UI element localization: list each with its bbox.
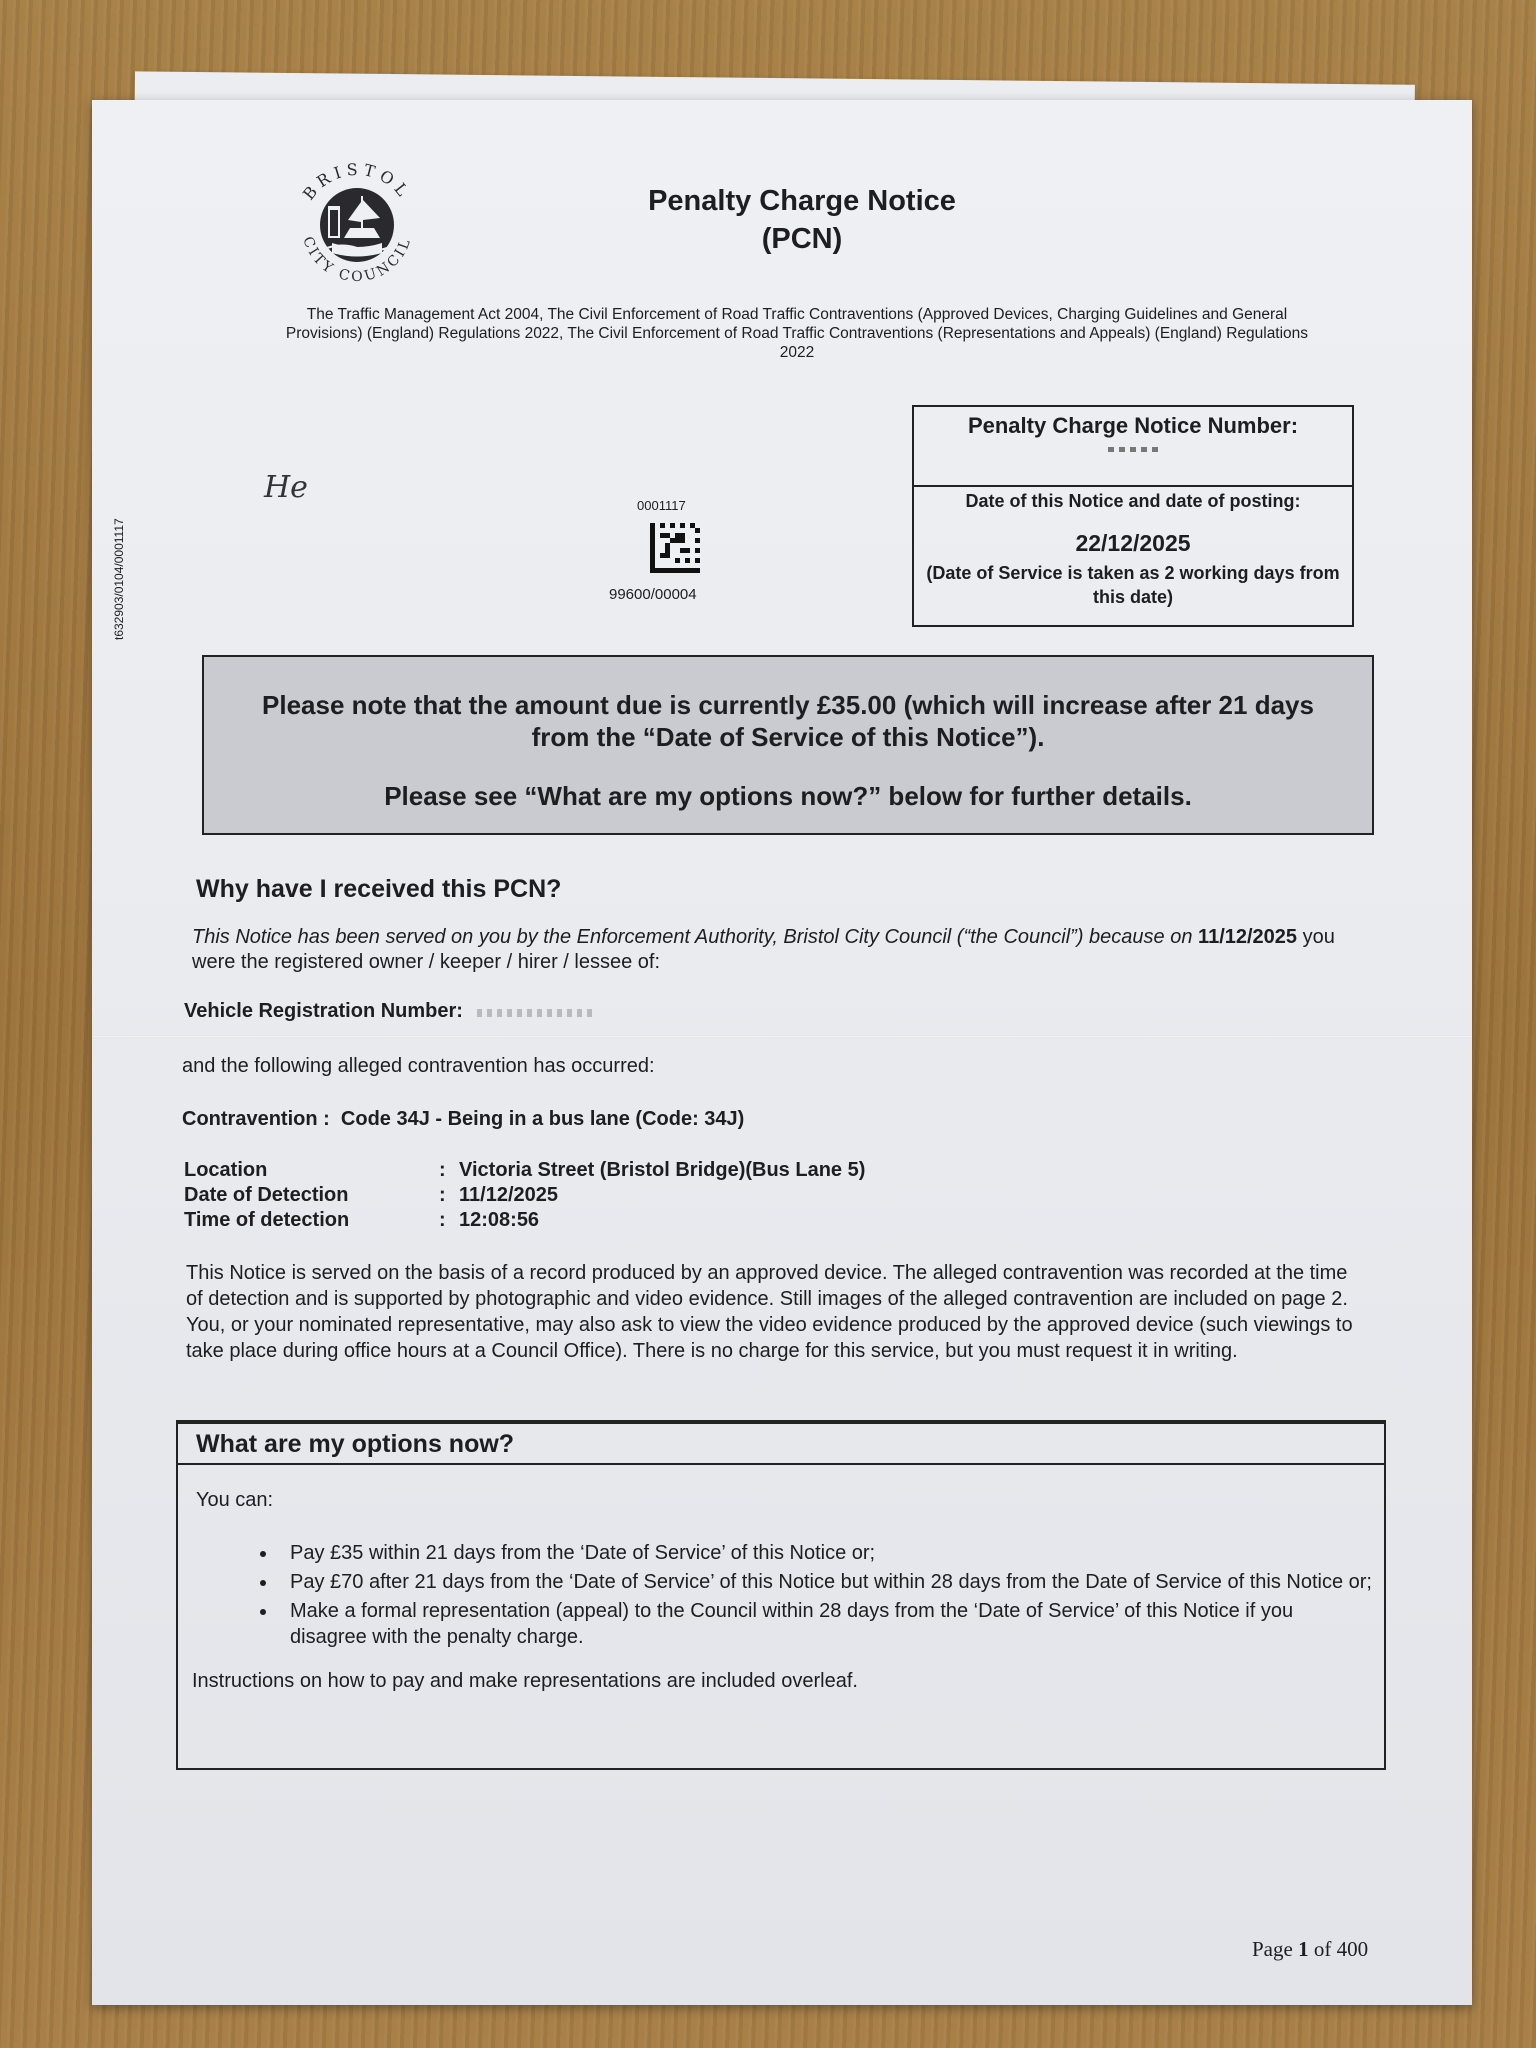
vehicle-registration — [184, 1000, 597, 1023]
contravention-value: Code 34J - Being in a bus lane (Code: 34J) — [340, 1108, 745, 1130]
served-tail: you were the registered owner / keeper / hirer / lessee of: — [192, 926, 1335, 973]
pcn-number-label: Penalty Charge Notice Number: — [967, 413, 1299, 438]
page-of: of — [1313, 1937, 1332, 1961]
see-options-text: Please see “What are my options now?” below for further details. — [384, 781, 1192, 811]
pcn-number-redacted — [1108, 447, 1158, 452]
page-current: 1 — [1298, 1937, 1309, 1961]
detail-value: 12:08:56 — [459, 1209, 540, 1231]
why-heading: Why have I received this PCN? — [196, 875, 562, 903]
detail-key: Time of detection — [184, 1209, 350, 1231]
options-divider — [178, 1463, 1384, 1465]
option-item: • Pay £70 after 21 days from the ‘Date of Service’ of this Notice but within 28 days from the Date of Service of this Notice or; — [278, 1569, 1374, 1595]
notice-date-label: Date of this Notice and date of posting: — [965, 491, 1301, 511]
option-item: • Make a formal representation (appeal) to the Council within 28 days from the ‘Date of Service’ of this Notice if you disagree with the penalty charge. — [278, 1598, 1374, 1650]
options-box — [176, 1420, 1386, 1770]
detail-row: Time of detection : 12:08:56 — [184, 1209, 540, 1231]
paper-fold — [92, 1035, 1472, 1038]
date-of-service-note: (Date of Service is taken as 2 working days from this date) — [926, 563, 1340, 607]
barcode-number-top: 0001117 — [637, 498, 686, 513]
served-date: 11/12/2025 — [1198, 926, 1298, 948]
pcn-document — [92, 100, 1472, 2005]
you-can-text: You can: — [196, 1489, 274, 1511]
record-paragraph: This Notice is served on the basis of a record produced by an approved device. The alleged contravention was recorded at the time of detection and is supported by photographic and video evidence. Still images of the alleged contravention are included on page 2. You, or your nominated representative, may also ask to view the video evidence produced by the approved device (such viewings to take place during office hours at a Council Office). There is no charge for this service, but you must request it in writing. — [186, 1262, 1353, 1362]
title-line-1: Penalty Charge Notice — [648, 185, 956, 217]
served-paragraph — [192, 925, 1382, 975]
contravention: Contravention : Code 34J - Being in a bus lane (Code: 34J) — [182, 1108, 745, 1130]
contravention-label: Contravention — [182, 1108, 318, 1130]
amount-due-notice — [202, 655, 1374, 835]
logo-text-bottom: CITY COUNCIL — [299, 234, 415, 286]
detection-details — [184, 1158, 865, 1233]
notice-date: 22/12/2025 — [1075, 530, 1191, 556]
notice-title — [552, 182, 1052, 258]
page-total: 400 — [1336, 1937, 1369, 1961]
datamatrix-barcode — [650, 523, 700, 573]
page-number — [1252, 1937, 1368, 1962]
following-text: and the following alleged contravention has occurred: — [182, 1055, 655, 1077]
detail-row: Location : Victoria Street (Bristol Bridge)(Bus Lane 5) — [184, 1159, 866, 1181]
barcode-number-bottom: 99600/00004 — [609, 586, 697, 603]
detail-key: Location — [184, 1159, 268, 1181]
logo-text-top: BRISTOL — [299, 159, 416, 204]
instructions-text: Instructions on how to pay and make representations are included overleaf. — [192, 1670, 858, 1692]
detail-value: Victoria Street (Bristol Bridge)(Bus Lane 5) — [459, 1159, 866, 1181]
options-list — [178, 1540, 1384, 1650]
pcn-number-box — [912, 405, 1354, 627]
detail-key: Date of Detection — [184, 1184, 349, 1206]
page-prefix: Page — [1252, 1937, 1293, 1961]
detail-row: Date of Detection : 11/12/2025 — [184, 1184, 558, 1206]
served-text: This Notice has been served on you by the Enforcement Authority, Bristol City Council (“the Council”) because on — [192, 926, 1193, 948]
option-item: • Pay £35 within 21 days from the ‘Date of Service’ of this Notice or; — [278, 1540, 1374, 1566]
options-heading: What are my options now? — [196, 1430, 515, 1458]
handwritten-mark: He — [264, 470, 308, 505]
bristol-city-council-logo — [282, 148, 432, 298]
vrn-redacted — [477, 1009, 597, 1017]
vrn-label: Vehicle Registration Number: — [184, 1000, 463, 1022]
detail-value: 11/12/2025 — [459, 1184, 558, 1206]
amount-due-text: Please note that the amount due is currently £35.00 (which will increase after 21 days from the “Date of Service of this Notice”). — [262, 690, 1314, 752]
side-reference: t632903/0104/0001117 — [112, 518, 126, 640]
legislation-text: The Traffic Management Act 2004, The Civil Enforcement of Road Traffic Contraventions (Approved Devices, Charging Guidelines and General Provisions) (England) Regulations 2022, The Civil Enforcement of Road Traffic Contraventions (Representations and Appeals) (England) Regulations 2022 — [285, 306, 1309, 361]
title-line-2: (PCN) — [761, 223, 843, 255]
